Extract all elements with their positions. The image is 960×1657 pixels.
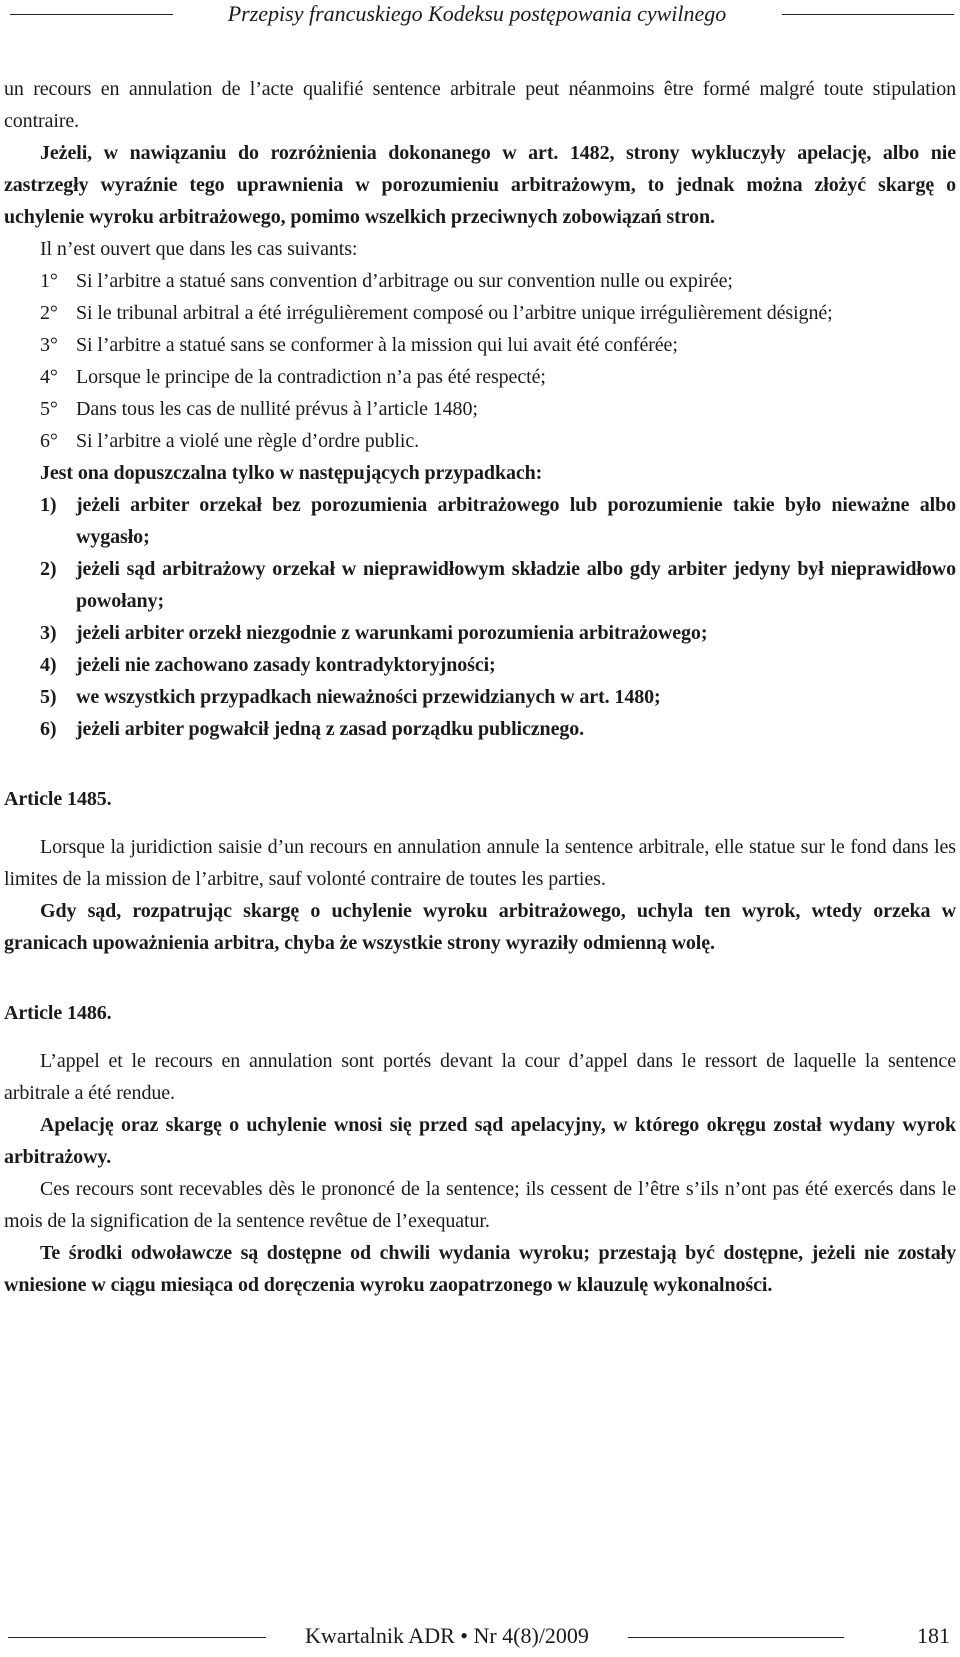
- list-item: [4, 649, 956, 681]
- article-1485-pl-paragraph: Gdy sąd, rozpatrując skargę o uchylenie wyroku arbitrażowego, uchyla ten wyrok, wtedy orzeka w granicach upoważnienia arbitra, chyba że wszystkie strony wyraziły odmienną wolę.: [4, 900, 956, 954]
- list-item: [4, 617, 956, 649]
- list-item-text: Si l’arbitre a statué sans se conformer à la mission qui lui avait été conférée;: [76, 334, 678, 356]
- article-1486-pl-paragraph-2: Te środki odwoławcze są dostępne od chwili wydania wyroku; przestają być dostępne, jeżeli nie zostały wniesione w ciągu miesiąca od doręczenia wyroku zaopatrzonego w klauzulę wykonalności.: [4, 1242, 956, 1296]
- article-1486-fr-paragraph-1: L’appel et le recours en annulation sont portés devant la cour d’appel dans le ressort de laquelle la sentence arbitrale a été rendue.: [4, 1050, 956, 1104]
- list-item: [4, 329, 956, 361]
- list-item-number: 4°: [40, 366, 58, 388]
- list-item-number: 6): [40, 718, 57, 740]
- journal-name: Kwartalnik ADR • Nr 4(8)/2009: [305, 1623, 589, 1648]
- header-rule-left: [10, 14, 173, 15]
- fr-list-intro: Il n’est ouvert que dans les cas suivants:: [40, 238, 358, 260]
- article-1485-heading: Article 1485.: [4, 788, 112, 810]
- list-item: [4, 361, 956, 393]
- list-item-text: jeżeli nie zachowano zasady kontradyktoryjności;: [76, 654, 496, 676]
- list-item-number: 2°: [40, 302, 58, 324]
- list-item: [4, 393, 956, 425]
- article-1486-fr-paragraph-2: Ces recours sont recevables dès le prononcé de la sentence; ils cessent de l’être s’ils n’ont pas été exercés dans le mois de la signification de la sentence revêtue de l’exequatur.: [4, 1178, 956, 1232]
- list-item-number: 1): [40, 494, 57, 516]
- fr-grounds-list: [4, 265, 956, 457]
- running-header: [0, 0, 960, 32]
- list-item-number: 2): [40, 558, 57, 580]
- section-spacer: [4, 959, 956, 997]
- footer-rule-right: [628, 1637, 844, 1638]
- pl-grounds-list: [4, 489, 956, 745]
- running-footer: [0, 1610, 960, 1650]
- footer-rule-left: [8, 1637, 266, 1638]
- list-item-text: Si le tribunal arbitral a été irrégulièrement composé ou l’arbitre unique irrégulièrement désigné;: [76, 302, 833, 324]
- fr-paragraph-continued: un recours en annulation de l’acte qualifié sentence arbitrale peut néanmoins être formé malgré toute stipulation contraire.: [4, 78, 956, 132]
- list-item: [4, 297, 956, 329]
- page-number: 181: [917, 1623, 950, 1648]
- list-item: [4, 713, 956, 745]
- list-item-text: we wszystkich przypadkach nieważności przewidzianych w art. 1480;: [76, 686, 661, 708]
- list-item-number: 4): [40, 654, 57, 676]
- list-item-text: jeżeli sąd arbitrażowy orzekał w nieprawidłowym składzie albo gdy arbiter jedyny był nieprawidłowo powołany;: [76, 558, 956, 612]
- list-item: [4, 681, 956, 713]
- list-item-text: jeżeli arbiter orzekał bez porozumienia arbitrażowego lub porozumienie takie było nieważne albo wygasło;: [76, 494, 956, 548]
- list-item-text: Si l’arbitre a statué sans convention d’arbitrage ou sur convention nulle ou expirée;: [76, 270, 733, 292]
- article-1486-heading: Article 1486.: [4, 1002, 112, 1024]
- list-item-number: 3°: [40, 334, 58, 356]
- list-item: [4, 425, 956, 457]
- running-header-title: Przepisy francuskiego Kodeksu postępowania cywilnego: [227, 1, 727, 26]
- heading-spacer: [4, 815, 956, 831]
- pl-paragraph: Jeżeli, w nawiązaniu do rozróżnienia dokonanego w art. 1482, strony wykluczyły apelację, albo nie zastrzegły wyraźnie tego uprawnienia w porozumieniu arbitrażowym, to jednak można złożyć skargę o uchylenie wyroku arbitrażowego, pomimo wszelkich przeciwnych zobowiązań stron.: [4, 142, 956, 228]
- heading-spacer: [4, 1029, 956, 1045]
- list-item: [4, 489, 956, 553]
- list-item: [4, 265, 956, 297]
- pl-list-intro: Jest ona dopuszczalna tylko w następujących przypadkach:: [40, 462, 543, 484]
- article-1485-fr-paragraph: Lorsque la juridiction saisie d’un recours en annulation annule la sentence arbitrale, elle statue sur le fond dans les limites de la mission de l’arbitre, sauf volonté contraire de toutes les parties.: [4, 836, 956, 890]
- list-item: [4, 553, 956, 617]
- main-text: [4, 73, 956, 1301]
- header-rule-right: [782, 14, 954, 15]
- list-item-number: 5°: [40, 398, 58, 420]
- list-item-text: Si l’arbitre a violé une règle d’ordre public.: [76, 430, 420, 452]
- article-1486-pl-paragraph-1: Apelację oraz skargę o uchylenie wnosi się przed sąd apelacyjny, w którego okręgu został wydany wyrok arbitrażowy.: [4, 1114, 956, 1168]
- list-item-number: 6°: [40, 430, 58, 452]
- list-item-number: 5): [40, 686, 57, 708]
- list-item-number: 3): [40, 622, 57, 644]
- list-item-text: jeżeli arbiter pogwałcił jedną z zasad porządku publicznego.: [76, 718, 585, 740]
- list-item-text: Lorsque le principe de la contradiction n’a pas été respecté;: [76, 366, 546, 388]
- list-item-text: jeżeli arbiter orzekł niezgodnie z warunkami porozumienia arbitrażowego;: [76, 622, 708, 644]
- list-item-number: 1°: [40, 270, 58, 292]
- list-item-text: Dans tous les cas de nullité prévus à l’article 1480;: [76, 398, 478, 420]
- section-spacer: [4, 745, 956, 783]
